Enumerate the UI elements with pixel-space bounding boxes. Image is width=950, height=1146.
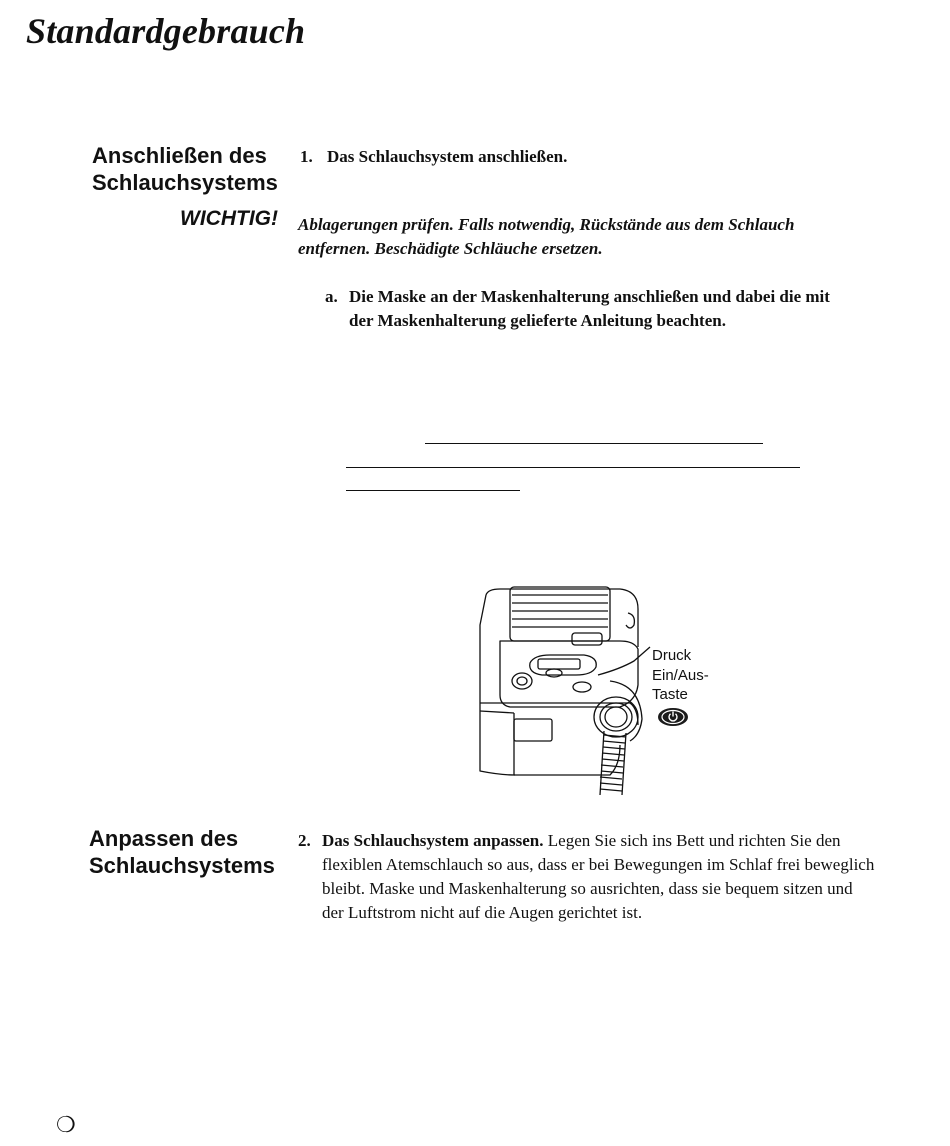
step-2-number: 2. — [298, 831, 311, 850]
step-2 — [298, 829, 878, 925]
step-1-number: 1. — [300, 147, 313, 166]
callout-label-button: Taste — [652, 686, 688, 703]
step-2-text: Legen Sie sich ins Bett und richten Sie den flexiblen Atemschlauch so aus, dass er bei Bewegungen im Schlaf frei beweglich bleibt. Maske und Maskenhalterung so ausrichten, dass sie bequem sitzen und der Luftstrom nicht auf die Augen gerichtet ist. — [322, 831, 875, 922]
section-heading-adjust-line2: Schlauchsystems — [89, 853, 275, 878]
step-1-text: Das Schlauchsystem anschließen. — [327, 147, 568, 166]
section-heading-connect — [92, 142, 278, 196]
section-heading-adjust — [89, 825, 275, 879]
step-1 — [300, 145, 567, 169]
step-2-lead: Das Schlauchsystem anpassen. — [322, 831, 544, 850]
substep-a-marker: a. — [325, 287, 338, 306]
substep-a — [325, 285, 845, 333]
callout-label-onoff: Ein/Aus- — [652, 667, 709, 684]
section-heading-connect-line1: Anschließen des — [92, 143, 267, 168]
substep-a-text: Die Maske an der Maskenhalterung anschließen und dabei die mit der Maskenhalterung gelieferte Anleitung beachten. — [349, 287, 830, 330]
callout-label-pressure: Druck — [652, 647, 692, 664]
power-button-icon — [657, 707, 689, 727]
page-marker: ❍ — [56, 1112, 76, 1137]
section-heading-connect-line2: Schlauchsystems — [92, 170, 278, 195]
section-heading-adjust-line1: Anpassen des — [89, 826, 239, 851]
page-title: Standardgebrauch — [26, 11, 306, 51]
important-label: WICHTIG! — [180, 207, 278, 230]
important-note: Ablagerungen prüfen. Falls notwendig, Rückstände aus dem Schlauch entfernen. Beschädigte Schläuche ersetzen. — [298, 215, 795, 258]
step-2-body — [322, 829, 878, 925]
divider-line — [425, 443, 763, 444]
divider-line — [346, 467, 800, 468]
divider-line — [346, 490, 520, 491]
